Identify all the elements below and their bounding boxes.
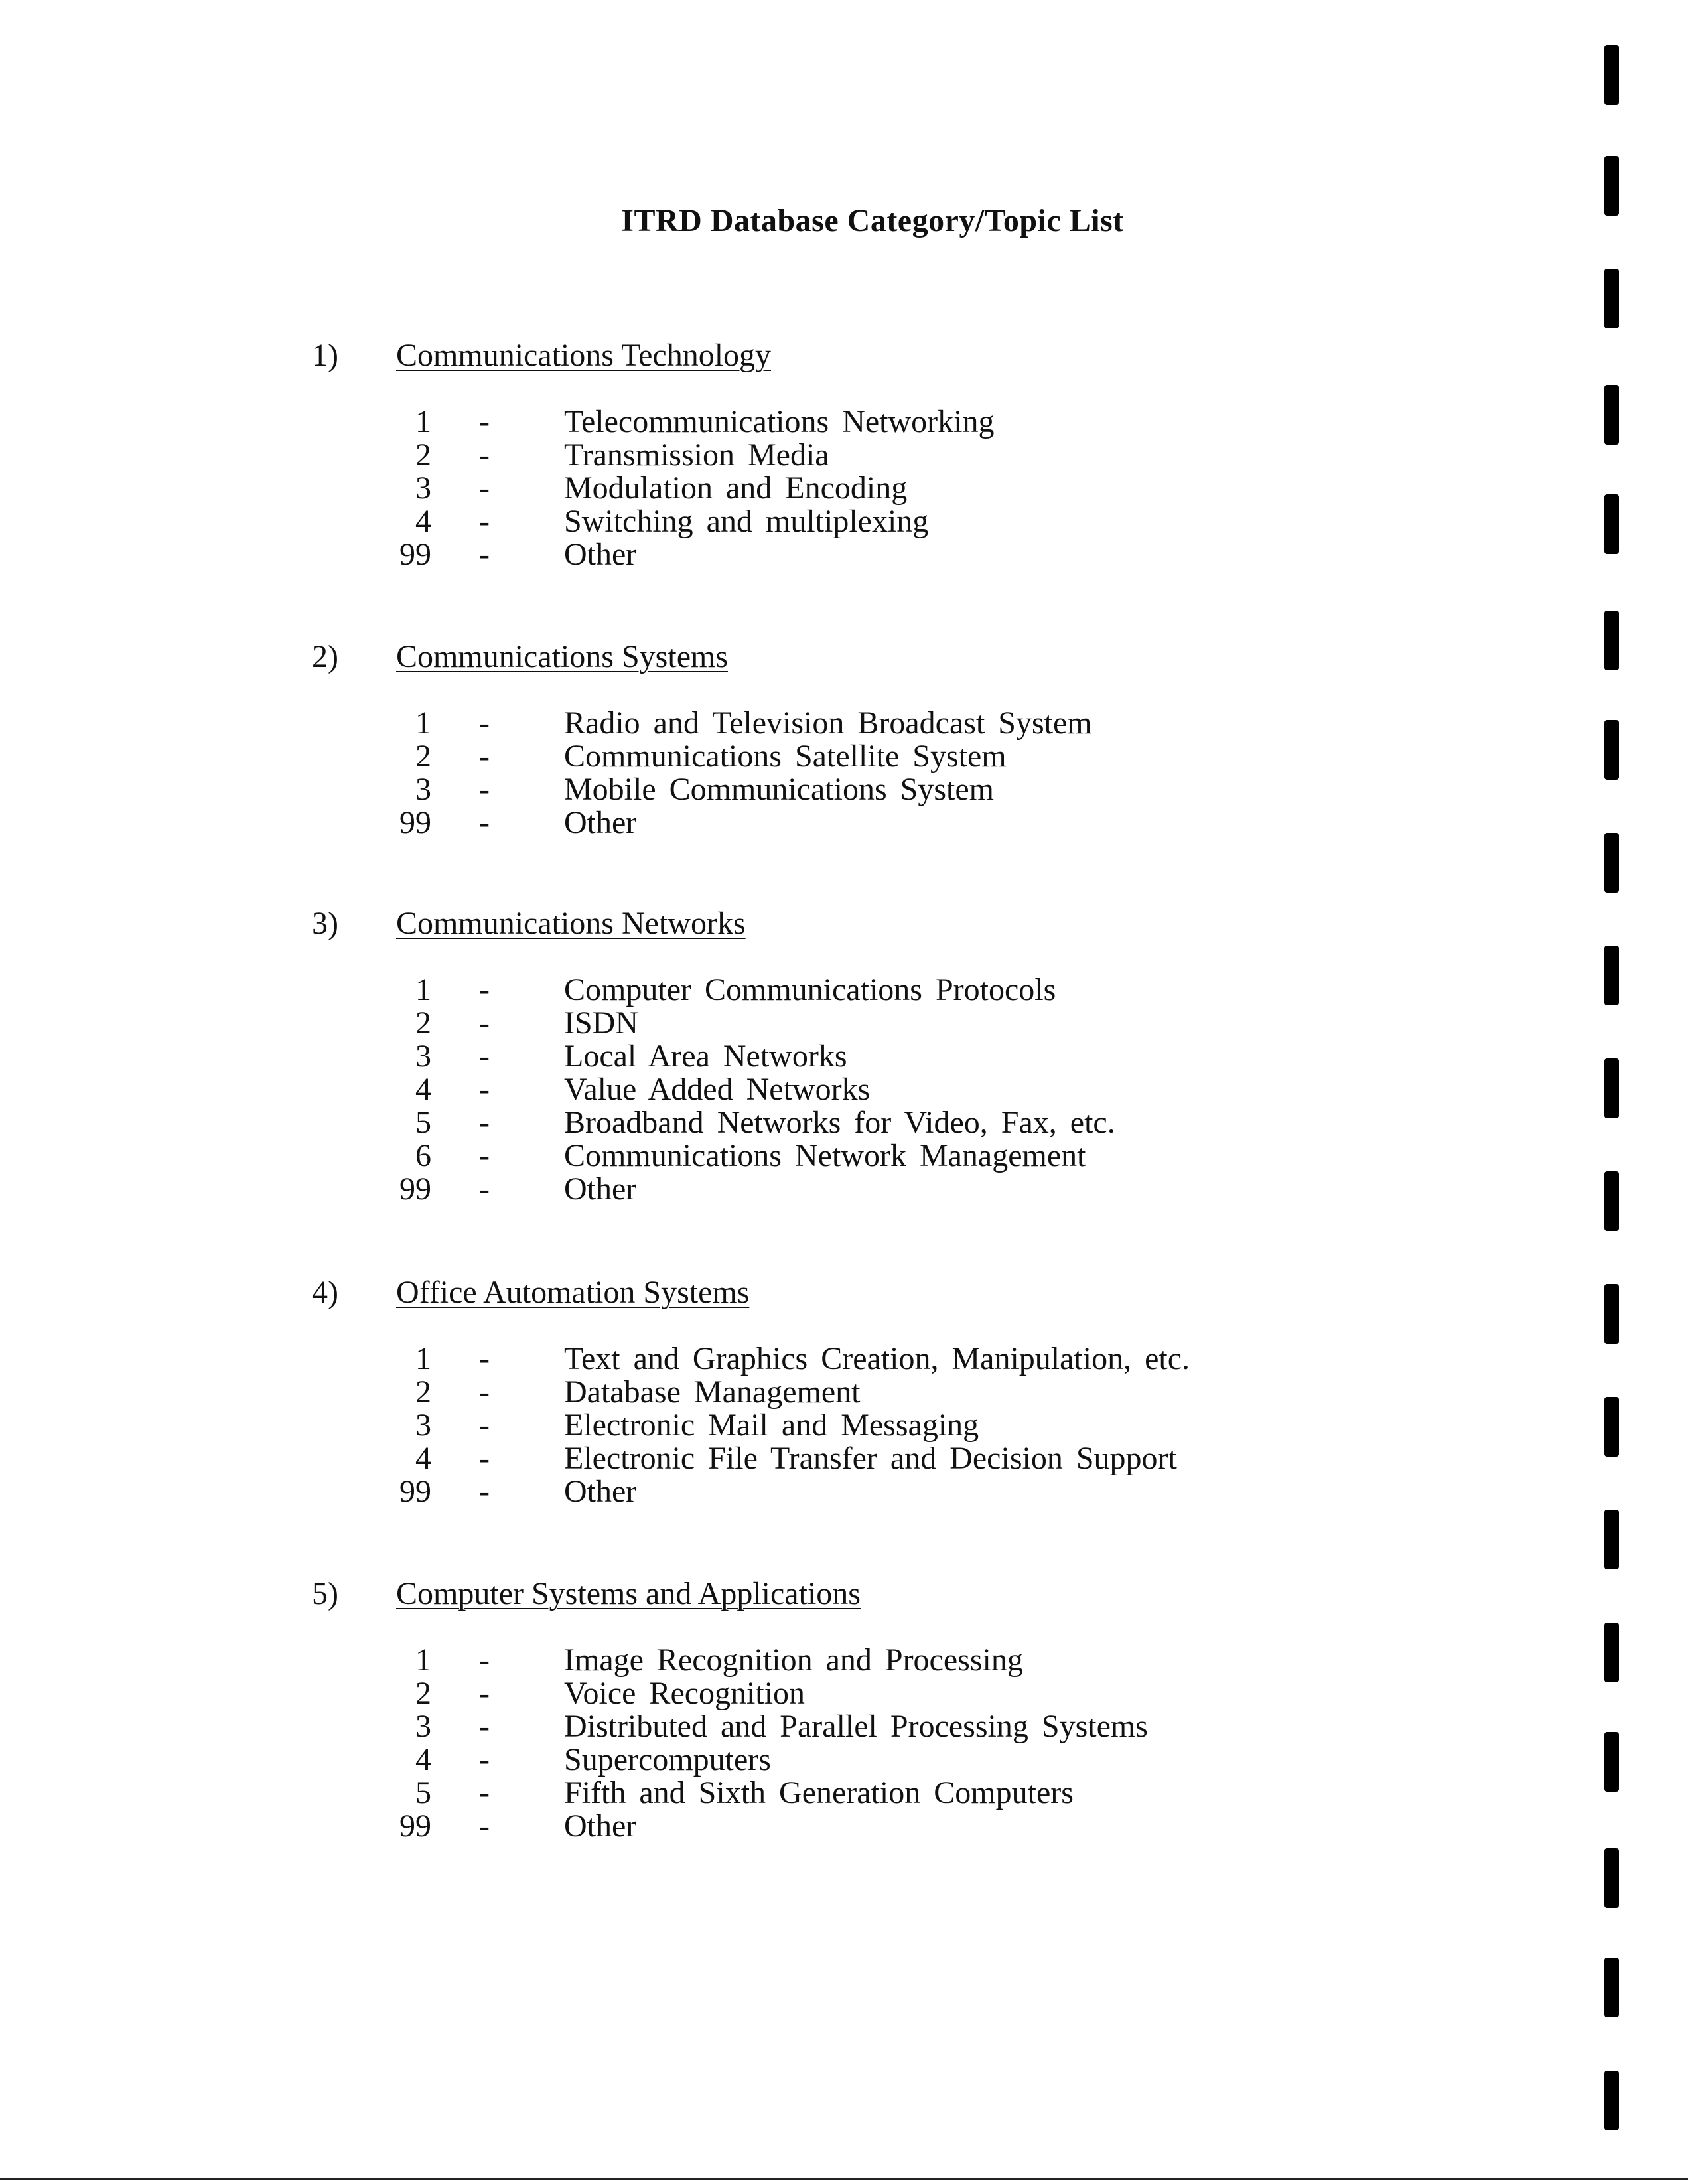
topic-label: Communications Satellite System [564,739,1007,774]
binding-mark [1604,1510,1619,1569]
binding-mark [1604,1171,1619,1231]
binding-mark [1604,946,1619,1005]
topic-item [0,1071,1261,1107]
topic-label: Other [564,1171,637,1206]
topic-label: Broadband Networks for Video, Fax, etc. [564,1105,1115,1140]
topic-label: Modulation and Encoding [564,471,908,506]
binding-mark [1604,2071,1619,2130]
topic-dash: - [479,972,490,1007]
binding-mark [1604,833,1619,893]
topic-dash: - [479,1171,490,1206]
topic-code: 99 [399,1808,431,1844]
binding-mark [1604,269,1619,328]
topic-dash: - [479,404,490,439]
binding-mark [1604,611,1619,670]
topic-code: 1 [415,972,431,1007]
topic-dash: - [479,1005,490,1041]
topic-dash: - [479,1072,490,1107]
binding-mark [1604,494,1619,554]
binding-mark [1604,1848,1619,1908]
topic-code: 99 [399,1171,431,1206]
topic-label: Other [564,805,637,840]
topic-dash: - [479,1105,490,1140]
binding-mark [1604,1958,1619,2017]
topic-label: Switching and multiplexing [564,504,929,539]
topic-item [0,1808,1261,1844]
topic-item [0,1440,1261,1476]
topic-dash: - [479,772,490,807]
topic-item [0,972,1261,1005]
topic-label: Other [564,1474,637,1509]
topic-label: Supercomputers [564,1742,771,1777]
topic-label: Local Area Networks [564,1039,847,1074]
topic-code: 2 [415,1374,431,1410]
topic-dash: - [479,437,490,473]
topic-dash: - [479,504,490,539]
topic-item [0,1642,1261,1678]
topic-item [0,705,1261,741]
topic-dash: - [479,1474,490,1509]
topic-label: Text and Graphics Creation, Manipulation, etc. [564,1341,1190,1376]
topic-item [0,1038,1261,1074]
topic-item [0,503,1261,539]
topic-item [0,403,1261,437]
topic-code: 4 [415,1441,431,1476]
topic-dash: - [479,1374,490,1410]
binding-mark [1604,720,1619,780]
topic-dash: - [479,1408,490,1443]
topic-item [0,1741,1261,1775]
topic-dash: - [479,1441,490,1476]
topic-label: Electronic Mail and Messaging [564,1408,979,1443]
topic-code: 1 [415,705,431,741]
topic-dash: - [479,1642,490,1678]
topic-dash: - [479,1676,490,1711]
topic-code: 3 [415,471,431,506]
section-heading: Communications Networks [396,906,746,941]
topic-label: Fifth and Sixth Generation Computers [564,1775,1074,1810]
topic-label: Other [564,537,637,572]
topic-code: 1 [415,1341,431,1376]
topic-dash: - [479,1341,490,1376]
topic-item [0,470,1261,506]
topic-item [0,1473,1261,1509]
topic-dash: - [479,705,490,741]
topic-dash: - [479,1709,490,1744]
topic-code: 99 [399,537,431,572]
topic-code: 5 [415,1105,431,1140]
topic-code: 4 [415,1072,431,1107]
topic-item [0,1005,1261,1041]
binding-mark [1604,1732,1619,1792]
topic-dash: - [479,1775,490,1810]
topic-code: 3 [415,1039,431,1074]
topic-label: Database Management [564,1374,861,1410]
topic-label: Communications Network Management [564,1138,1086,1173]
topic-item [0,804,1261,840]
topic-label: Electronic File Transfer and Decision Support [564,1441,1177,1476]
topic-dash: - [479,537,490,572]
topic-item [0,1171,1261,1204]
section-number: 1) [312,338,338,373]
topic-item [0,437,1261,473]
topic-label: Other [564,1808,637,1844]
binding-mark [1604,1284,1619,1344]
topic-dash: - [479,805,490,840]
topic-code: 4 [415,504,431,539]
binding-mark [1604,385,1619,445]
section-number: 5) [312,1576,338,1611]
topic-item [0,1675,1261,1711]
topic-label: Mobile Communications System [564,772,994,807]
topic-item [0,1104,1261,1140]
topic-code: 6 [415,1138,431,1173]
topic-code: 2 [415,1005,431,1041]
binding-mark [1604,45,1619,105]
topic-item [0,738,1261,774]
topic-item [0,1407,1261,1443]
topic-item [0,1341,1261,1374]
topic-code: 3 [415,772,431,807]
topic-code: 2 [415,1676,431,1711]
topic-code: 99 [399,805,431,840]
topic-label: Telecommunications Networking [564,404,995,439]
section-heading: Communications Technology [396,338,772,373]
section-heading: Computer Systems and Applications [396,1576,861,1611]
topic-item [0,1374,1261,1410]
topic-dash: - [479,1808,490,1844]
topic-label: Voice Recognition [564,1676,806,1711]
topic-label: Value Added Networks [564,1072,871,1107]
topic-item [0,1137,1261,1171]
topic-code: 4 [415,1742,431,1777]
topic-label: Transmission Media [564,437,829,473]
topic-label: Distributed and Parallel Processing Systems [564,1709,1148,1744]
topic-dash: - [479,739,490,774]
topic-item [0,536,1261,572]
topic-dash: - [479,1039,490,1074]
section-heading: Office Automation Systems [396,1275,750,1310]
topic-item [0,1708,1261,1744]
topic-code: 5 [415,1775,431,1810]
section-number: 4) [312,1275,338,1310]
binding-mark [1604,1623,1619,1682]
topic-dash: - [479,471,490,506]
topic-dash: - [479,1742,490,1777]
topic-label: ISDN [564,1005,639,1041]
topic-code: 3 [415,1408,431,1443]
section-number: 2) [312,639,338,674]
section-heading: Communications Systems [396,639,729,674]
topic-label: Radio and Television Broadcast System [564,705,1092,741]
topic-code: 99 [399,1474,431,1509]
topic-dash: - [479,1138,490,1173]
topic-code: 2 [415,739,431,774]
topic-item [0,1775,1261,1808]
topic-item [0,771,1261,807]
topic-label: Computer Communications Protocols [564,972,1056,1007]
binding-mark [1604,156,1619,216]
binding-marks [1604,0,1631,2184]
binding-mark [1604,1397,1619,1457]
topic-code: 1 [415,404,431,439]
topic-code: 1 [415,1642,431,1678]
topic-code: 3 [415,1709,431,1744]
section-number: 3) [312,906,338,941]
topic-label: Image Recognition and Processing [564,1642,1023,1678]
binding-mark [1604,1058,1619,1118]
bottom-rule [0,2178,1688,2180]
page-title: ITRD Database Category/Topic List [621,203,1124,238]
topic-code: 2 [415,437,431,473]
